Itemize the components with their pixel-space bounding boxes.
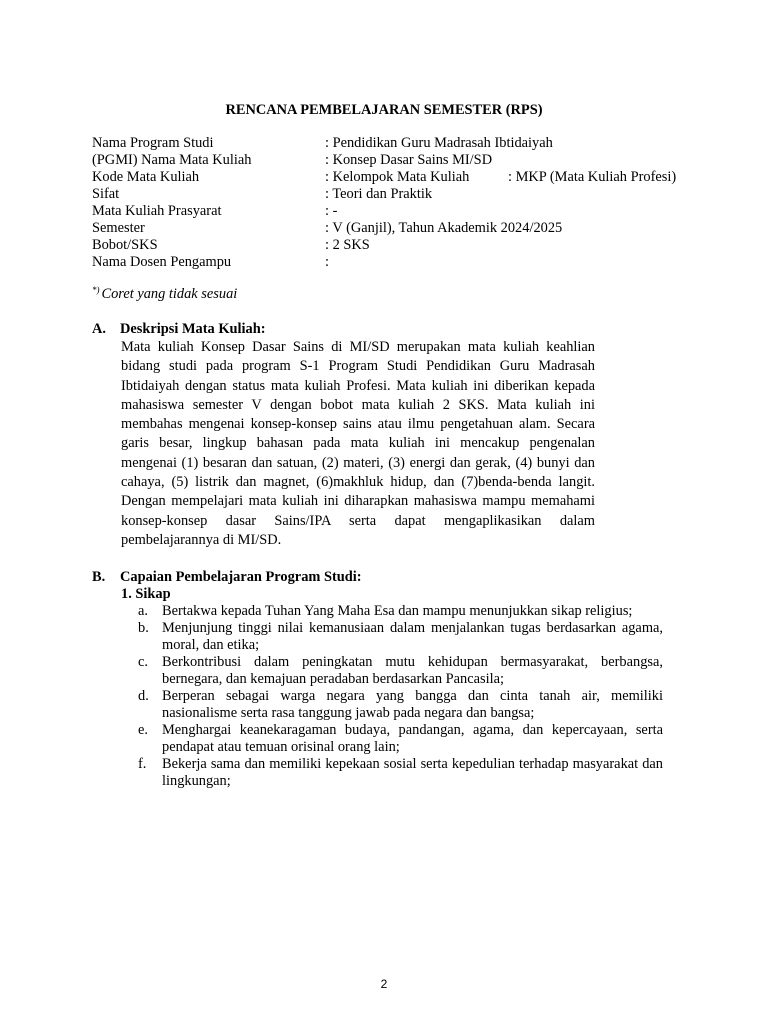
info-label: Semester [92,220,145,236]
list-item [138,722,663,756]
section-a-heading [92,321,266,338]
list-item-text: Bekerja sama dan memiliki kepekaan sosial serta kepedulian terhadap masyarakat dan lingkungan; [162,756,663,789]
info-label: Mata Kuliah Prasyarat [92,203,222,219]
footnote-marker: *) [92,285,100,295]
info-label: Sifat [92,186,120,202]
document-title: RENCANA PEMBELAJARAN SEMESTER (RPS) [225,102,543,118]
info-label: Bobot/SKS [92,237,158,253]
course-description: Mata kuliah Konsep Dasar Sains di MI/SD merupakan mata kuliah keahlian bidang studi pada program S-1 Program Studi Pendidikan Guru Madrasah Ibtidaiyah dengan status mata kuliah Profesi. Mata kuliah ini diberikan kepada mahasiswa semester V dengan bobot mata kuliah 2 SKS. Mata kuliah ini membahas mengenai konsep-konsep sains atau ilmu pengetahuan alam. Secara garis besar, lingkup bahasan pada mata kuliah ini mencakup pengenalan mengenai (1) besaran dan satuan, (2) materi, (3) energi dan gerak, (4) bunyi dan cahaya, (5) listrik dan magnet, (6)makhluk hidup, dan (7)benda-benda langit. Dengan mempelajari mata kuliah ini diharapkan mahasiswa mampu memahami konsep-konsep dasar Sains/IPA serta dapat mengaplikasikan dalam pembelajarannya di MI/SD. [121,339,595,548]
footnote [92,285,237,303]
footnote-text: Coret yang tidak sesuai [101,286,238,302]
list-item [138,620,663,654]
info-value: : Kelompok Mata Kuliah [325,169,470,185]
list-marker: c. [138,654,148,670]
page-number: 2 [380,977,388,991]
list-item [138,654,663,688]
info-label: Nama Program Studi [92,135,214,151]
info-extra-value: : MKP (Mata Kuliah Profesi) [508,169,677,185]
info-label: Kode Mata Kuliah [92,169,200,185]
info-value: : Konsep Dasar Sains MI/SD [325,152,493,168]
list-item-text: Berkontribusi dalam peningkatan mutu kehidupan bermasyarakat, berbangsa, bernegara, dan kemajuan peradaban berdasarkan Pancasila; [162,654,663,687]
list-marker: b. [138,620,149,636]
info-label: (PGMI) Nama Mata Kuliah [92,152,252,168]
section-letter: A. [92,321,106,337]
subsection-heading: 1. Sikap [121,586,171,602]
list-marker: f. [138,756,147,772]
info-value: : - [325,203,338,219]
list-item-text: Menghargai keanekaragaman budaya, pandangan, agama, dan kepercayaan, serta pendapat atau temuan orisinal orang lain; [162,722,663,755]
attitude-list [138,603,663,790]
section-title: Deskripsi Mata Kuliah: [120,321,266,337]
section-letter: B. [92,569,106,585]
info-value: : [325,254,329,270]
info-value: : Pendidikan Guru Madrasah Ibtidaiyah [325,135,553,151]
list-item [138,688,663,722]
section-title: Capaian Pembelajaran Program Studi: [120,569,362,585]
list-marker: a. [138,603,148,619]
info-value: : V (Ganjil), Tahun Akademik 2024/2025 [325,220,563,236]
list-item-text: Bertakwa kepada Tuhan Yang Maha Esa dan mampu menunjukkan sikap religius; [162,603,633,619]
info-value: : Teori dan Praktik [325,186,433,202]
list-item [138,756,663,790]
list-item-text: Menjunjung tinggi nilai kemanusiaan dalam menjalankan tugas berdasarkan agama, moral, dan etika; [162,620,663,653]
list-item [138,603,663,620]
list-marker: e. [138,722,148,738]
list-marker: d. [138,688,149,704]
info-label: Nama Dosen Pengampu [92,254,232,270]
list-item-text: Berperan sebagai warga negara yang bangga dan cinta tanah air, memiliki nasionalisme serta rasa tanggung jawab pada negara dan bangsa; [162,688,663,721]
info-value: : 2 SKS [325,237,370,253]
section-b-heading [92,569,362,586]
